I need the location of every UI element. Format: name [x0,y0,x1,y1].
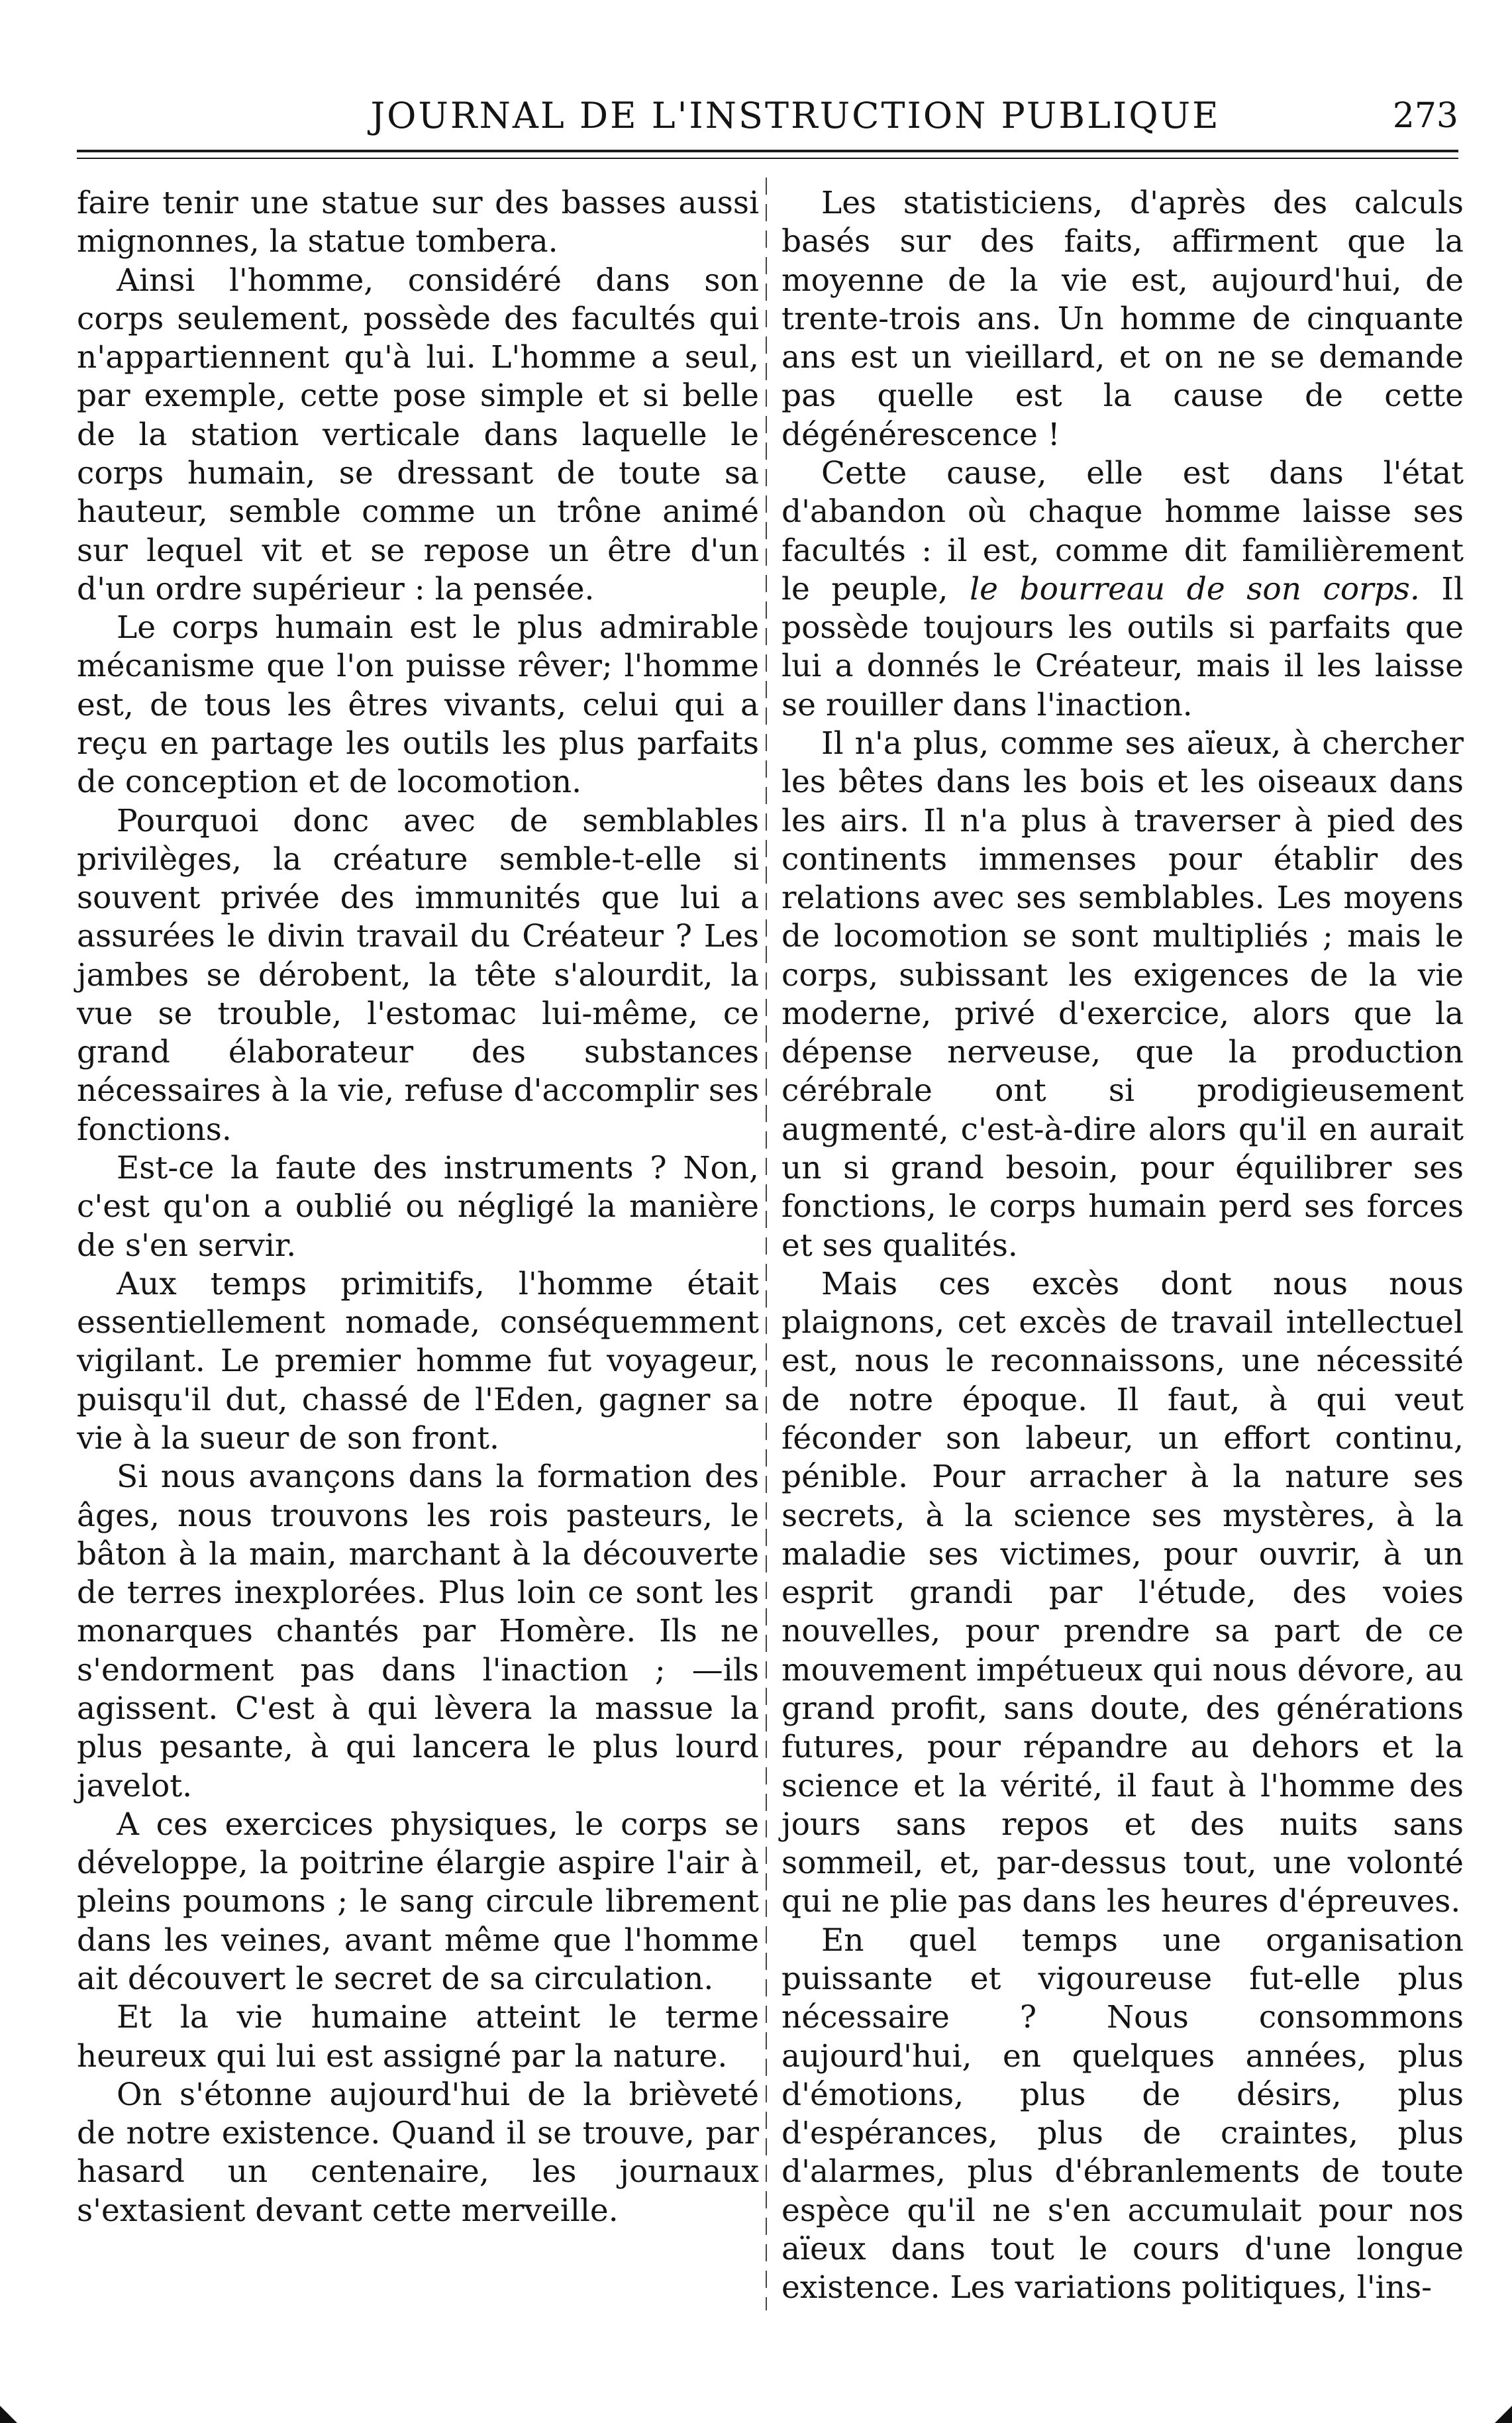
page-header [77,86,1458,146]
right-column [781,184,1464,2307]
paragraph [781,454,1464,725]
paragraph: Aux temps primitifs, l'homme était essentiellement nomade, conséquemment vigilant. Le premier homme fut voyageur, puisqu'il dut, chassé de l'Eden, gagner sa vie à la sueur de son front. [77,1265,759,1457]
paragraph: Et la vie humaine atteint le terme heureux qui lui est assigné par la nature. [77,1999,759,2075]
paragraph: Pourquoi donc avec de semblables privilèges, la créature semble-t-elle si souvent privée des immunités que lui a assurées le divin travail du Créateur ? Les jambes se dérobent, la tête s'alourdit, la vue se trouble, l'estomac lui-même, ce grand élaborateur des substances nécessaires à la vie, refuse d'accomplir ses fonctions. [77,802,759,1148]
paragraph: Est-ce la faute des instruments ? Non, c'est qu'on a oublié ou négligé la manière de s'en servir. [77,1150,759,1264]
page-number: 273 [1392,96,1458,136]
left-column [77,184,759,2230]
paragraph: Ainsi l'homme, considéré dans son corps seulement, possède des facultés qui n'appartiennent qu'à lui. L'homme a seul, par exemple, cette pose simple et si belle de la station verticale dans laquelle le corps humain, se dressant de toute sa hauteur, semble comme un trône animé sur lequel vit et se repose un être d'un d'un ordre supérieur : la pensée. [77,262,759,607]
paragraph: A ces exercices physiques, le corps se développe, la poitrine élargie aspire l'air à pleins poumons ; le sang circule librement dans les veines, avant même que l'homme ait découvert le secret de sa circulation. [77,1806,759,1997]
scan-corner-mark [1495,2406,1512,2423]
scan-corner-mark [0,2406,17,2423]
paragraph: Les statisticiens, d'après des calculs basés sur des faits, affirment que la moyenne de la vie est, aujourd'hui, de trente-trois ans. Un homme de cinquante ans est un vieillard, et on ne se demande pas quelle est la cause de cette dégénérescence ! [781,185,1464,453]
paragraph: Si nous avançons dans la formation des âges, nous trouvons les rois pasteurs, le bâton à la main, marchant à la découverte de terres inexplorées. Plus loin ce sont les monarques chantés par Homère. Ils ne s'endorment pas dans l'inaction ; —ils agissent. C'est à qui lèvera la massue la plus pesante, à qui lancera le plus lourd javelot. [77,1459,759,1804]
paragraph: En quel temps une organisation puissante et vigoureuse fut-elle plus nécessaire ? Nous consommons aujourd'hui, en quelques années, plus d'émotions, plus de désirs, plus d'espérances, plus de craintes, plus d'alarmes, plus d'ébranlements de toute espèce qu'il ne s'en accumulait pour nos aïeux dans tout le cours d'une longue existence. Les variations politiques, l'ins- [781,1922,1464,2306]
paragraph: faire tenir une statue sur des basses aussi mignonnes, la statue tombera. [77,185,759,260]
paragraph: Le corps humain est le plus admirable mécanisme que l'on puisse rêver; l'homme est, de tous les êtres vivants, celui qui a reçu en partage les outils les plus parfaits de conception et de locomotion. [77,609,759,801]
header-rule-thin [77,158,1458,159]
paragraph-text: Il possède toujours les outils si parfaits que lui a donnés le Créateur, mais il les laisse se rouiller dans l'inaction. [781,570,1464,723]
column-divider [766,178,767,2310]
paragraph: Mais ces excès dont nous nous plaignons, cet excès de travail intellectuel est, nous le reconnaissons, une nécessité de notre époque. Il faut, à qui veut féconder son labeur, un effort continu, pénible. Pour arracher à la nature ses secrets, à la science ses mystères, à la maladie ses victimes, pour ouvrir, à un esprit grandi par l'étude, des voies nouvelles, pour prendre sa part de ce mouvement impétueux qui nous dévore, au grand profit, sans doute, des générations futures, pour répandre au dehors et la science et la vérité, il faut à l'homme des jours sans repos et des nuits sans sommeil, et, par-dessus tout, une volonté qui ne plie pas dans les heures d'épreuves. [781,1265,1464,1920]
paragraph: On s'étonne aujourd'hui de la brièveté de notre existence. Quand il se trouve, par hasard un centenaire, les journaux s'extasient devant cette merveille. [77,2076,759,2229]
header-rule [77,150,1458,152]
paragraph-text: Cette cause, elle est dans l'état d'abandon où chaque homme laisse ses facultés : il est, comme dit familièrement le peuple, [781,454,1464,607]
running-title: JOURNAL DE L'INSTRUCTION PUBLIQUE [370,95,1221,136]
italic-phrase: le bourreau de son corps. [970,570,1420,607]
paragraph: Il n'a plus, comme ses aïeux, à chercher les bêtes dans les bois et les oiseaux dans les airs. Il n'a plus à traverser à pied des continents immenses pour établir des relations avec ses semblables. Les moyens de locomotion se sont multipliés ; mais le corps, subissant les exigences de la vie moderne, privé d'exercice, alors que la dépense nerveuse, que la production cérébrale ont si prodigieusement augmenté, c'est-à-dire alors qu'il en aurait un si grand besoin, pour équilibrer ses fonctions, le corps humain perd ses forces et ses qualités. [781,725,1464,1264]
